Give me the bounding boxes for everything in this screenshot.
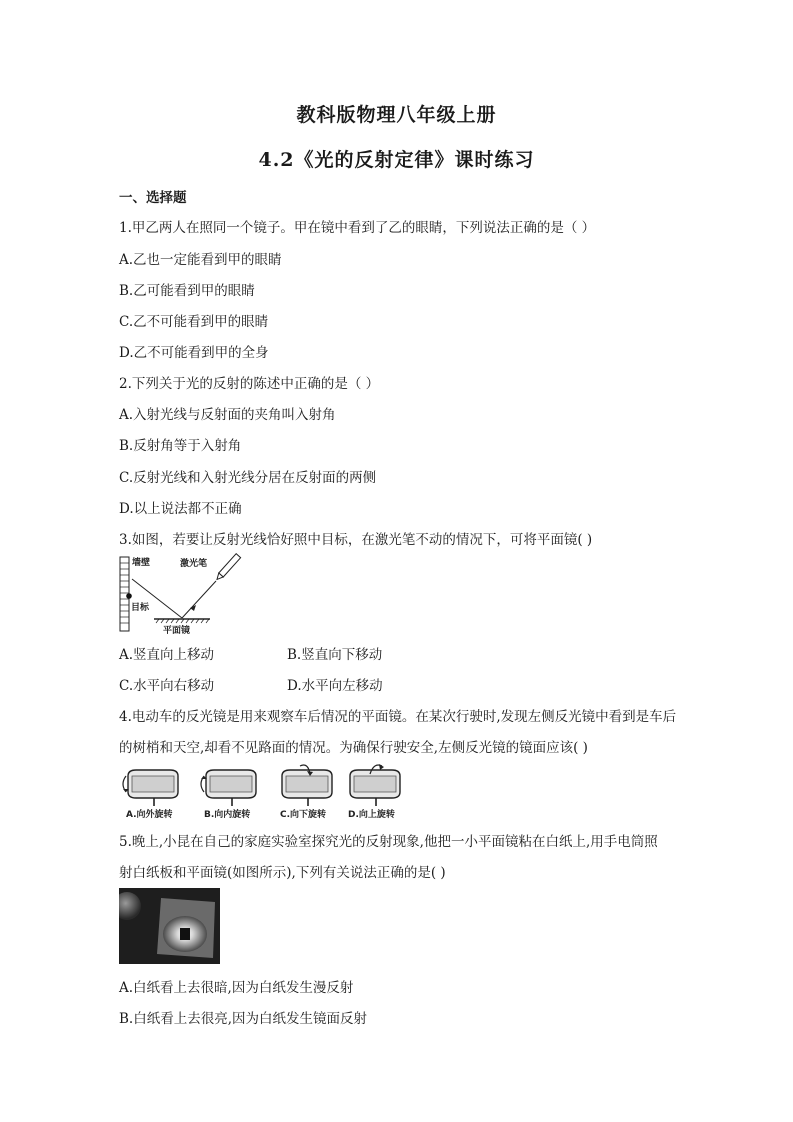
- flashlight-mirror-photo: [119, 888, 220, 964]
- mirror-label: 平面镜: [163, 626, 191, 635]
- question-1-stem: 1.甲乙两人在照同一个镜子。甲在镜中看到了乙的眼睛，下列说法正确的是（ ）: [119, 220, 596, 236]
- question-1-option-d: D.乙不可能看到甲的全身: [119, 345, 269, 361]
- target-dot: [126, 593, 132, 599]
- option-b-label: B.向内旋转: [204, 810, 251, 820]
- question-5-option-b: B.白纸看上去很亮,因为白纸发生镜面反射: [119, 1011, 368, 1027]
- section-heading: 一、选择题: [119, 190, 187, 206]
- question-3-option-b: B.竖直向下移动: [287, 647, 383, 663]
- page-title: 教科版物理八年级上册: [296, 104, 497, 126]
- question-1-option-a: A.乙也一定能看到甲的眼睛: [119, 252, 282, 268]
- question-3-option-c: C.水平向右移动: [119, 678, 215, 694]
- question-2-option-a: A.入射光线与反射面的夹角叫入射角: [119, 407, 336, 423]
- laser-mirror-diagram: [118, 553, 248, 635]
- wall-hatching: [120, 563, 129, 623]
- wall-label: 墙壁: [132, 558, 151, 568]
- question-4-stem-line-1: 4.电动车的反光镜是用来观察车后情况的平面镜。在某次行驶时,发现左侧反光镜中看到是车后: [119, 709, 677, 725]
- question-4-stem-line-2: 的树梢和天空,却看不见路面的情况。为确保行驶安全,左侧反光镜的镜面应该( ): [119, 740, 588, 756]
- mirror-c-shape: [282, 765, 332, 806]
- question-2-option-c: C.反射光线和入射光线分居在反射面的两侧: [119, 470, 377, 486]
- laser-pen-shape: [215, 554, 241, 582]
- question-3-stem: 3.如图，若要让反射光线恰好照中目标，在激光笔不动的情况下，可将平面镜( ): [119, 532, 593, 548]
- option-c-label: C.向下旋转: [280, 810, 327, 820]
- question-3-option-a: A.竖直向上移动: [119, 647, 215, 663]
- question-1-option-b: B.乙可能看到甲的眼睛: [119, 283, 255, 299]
- page-subtitle: 4.2《光的反射定律》课时练习: [258, 149, 535, 171]
- question-3-option-d: D.水平向左移动: [287, 678, 383, 694]
- mirror-b-shape: [201, 770, 256, 806]
- question-5-stem-line-2: 射白纸板和平面镜(如图所示),下列有关说法正确的是( ): [119, 865, 446, 881]
- mirror-d-shape: [350, 764, 400, 806]
- question-5-stem-line-1: 5.晚上,小昆在自己的家庭实验室探究光的反射现象,他把一小平面镜粘在白纸上,用手电筒照: [119, 834, 658, 850]
- laser-pen-label: 激光笔: [180, 559, 208, 569]
- question-2-option-d: D.以上说法都不正确: [119, 501, 242, 517]
- mirror-a-shape: [123, 770, 178, 806]
- question-2-option-b: B.反射角等于入射角: [119, 438, 242, 454]
- mirror-rotation-options-figure: [118, 762, 418, 822]
- incident-ray: [182, 581, 216, 618]
- option-a-label: A.向外旋转: [126, 810, 173, 820]
- small-mirror-shape: [180, 928, 190, 940]
- question-1-option-c: C.乙不可能看到甲的眼睛: [119, 314, 269, 330]
- question-2-stem: 2.下列关于光的反射的陈述中正确的是（ ）: [119, 376, 380, 392]
- option-d-label: D.向上旋转: [348, 810, 395, 820]
- question-5-option-a: A.白纸看上去很暗,因为白纸发生漫反射: [119, 980, 354, 996]
- target-label: 目标: [131, 603, 150, 613]
